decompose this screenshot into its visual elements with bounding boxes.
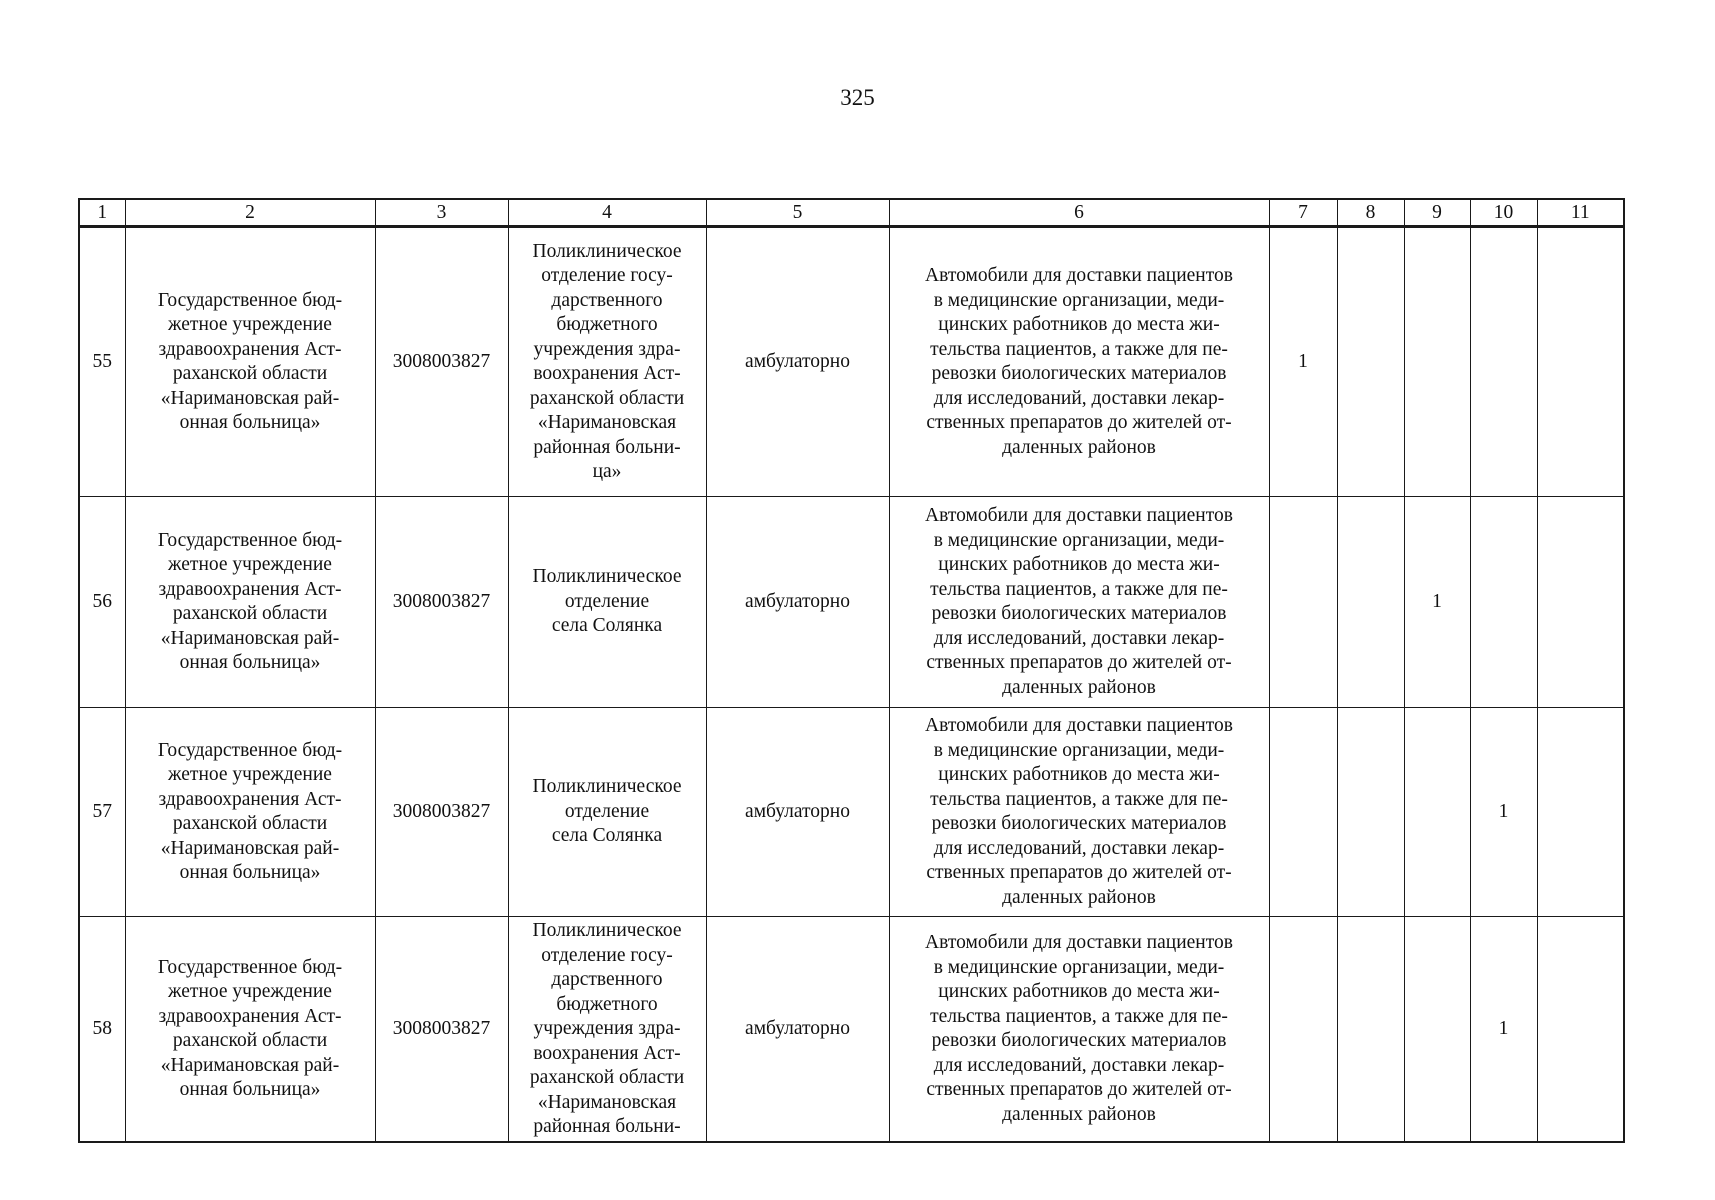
purpose-cell bbox=[889, 227, 1269, 497]
count-cell-10 bbox=[1470, 227, 1537, 497]
column-header: 5 bbox=[706, 199, 889, 227]
purpose-text: Автомобили для доставки пациентов в медицинские организации, меди- цинских работников до места жи- тельства пациентов, а также для пе- ревозки биологических материалов для исследований, доставки лекар- ственных препаратов до жителей от- даленных районов bbox=[925, 505, 1233, 698]
division-text: Поликлиническое отделение госу- дарственного бюджетного учреждения здра- воохранения Аст- раханской области «Наримановская районная больни- ца» bbox=[529, 240, 685, 482]
division-text: Поликлиническое отделение госу- дарственного бюджетного учреждения здра- воохранения Аст- раханской области «Наримановская районная больни- bbox=[529, 920, 685, 1137]
column-header: 9 bbox=[1404, 199, 1470, 227]
column-header: 7 bbox=[1269, 199, 1337, 227]
column-header: 6 bbox=[889, 199, 1269, 227]
mode-cell: амбулаторно bbox=[706, 917, 889, 1143]
division-cell bbox=[508, 227, 706, 497]
table-row bbox=[79, 708, 1624, 917]
organization-cell bbox=[125, 708, 375, 917]
row-number-cell: 57 bbox=[79, 708, 125, 917]
purpose-cell bbox=[889, 708, 1269, 917]
count-cell-8 bbox=[1337, 497, 1404, 708]
count-cell-7 bbox=[1269, 708, 1337, 917]
organization-text: Государственное бюд- жетное учреждение здравоохранения Аст- раханской области «Наримановская рай- онная больница» bbox=[157, 529, 343, 673]
count-cell-11 bbox=[1537, 917, 1624, 1143]
column-header: 4 bbox=[508, 199, 706, 227]
division-cell bbox=[508, 917, 706, 1143]
organization-cell bbox=[125, 917, 375, 1143]
mode-cell: амбулаторно bbox=[706, 708, 889, 917]
count-cell-10: 1 bbox=[1470, 708, 1537, 917]
count-cell-7 bbox=[1269, 497, 1337, 708]
inn-cell: 3008003827 bbox=[375, 708, 508, 917]
purpose-cell bbox=[889, 497, 1269, 708]
column-header: 11 bbox=[1537, 199, 1624, 227]
column-header: 2 bbox=[125, 199, 375, 227]
purpose-text: Автомобили для доставки пациентов в медицинские организации, меди- цинских работников до места жи- тельства пациентов, а также для пе- ревозки биологических материалов для исследований, доставки лекар- ственных препаратов до жителей от- даленных районов bbox=[925, 715, 1233, 908]
count-cell-10: 1 bbox=[1470, 917, 1537, 1143]
count-cell-8 bbox=[1337, 708, 1404, 917]
column-header: 10 bbox=[1470, 199, 1537, 227]
count-cell-9 bbox=[1404, 708, 1470, 917]
table-row bbox=[79, 227, 1624, 497]
column-header: 3 bbox=[375, 199, 508, 227]
purpose-text: Автомобили для доставки пациентов в медицинские организации, меди- цинских работников до места жи- тельства пациентов, а также для пе- ревозки биологических материалов для исследований, доставки лекар- ственных препаратов до жителей от- даленных районов bbox=[925, 932, 1233, 1125]
division-text: Поликлиническое отделение села Солянка bbox=[532, 776, 682, 847]
mode-cell: амбулаторно bbox=[706, 227, 889, 497]
count-cell-10 bbox=[1470, 497, 1537, 708]
division-cell bbox=[508, 497, 706, 708]
organization-cell bbox=[125, 497, 375, 708]
row-number-cell: 58 bbox=[79, 917, 125, 1143]
inn-cell: 3008003827 bbox=[375, 917, 508, 1143]
division-text: Поликлиническое отделение села Солянка bbox=[532, 566, 682, 637]
table-row bbox=[79, 917, 1624, 1143]
count-cell-9 bbox=[1404, 917, 1470, 1143]
mode-cell: амбулаторно bbox=[706, 497, 889, 708]
inn-cell: 3008003827 bbox=[375, 227, 508, 497]
purpose-text: Автомобили для доставки пациентов в медицинские организации, меди- цинских работников до места жи- тельства пациентов, а также для пе- ревозки биологических материалов для исследований, доставки лекар- ственных препаратов до жителей от- даленных районов bbox=[925, 265, 1233, 458]
column-header: 8 bbox=[1337, 199, 1404, 227]
data-table bbox=[78, 198, 1625, 1143]
row-number-cell: 56 bbox=[79, 497, 125, 708]
count-cell-7 bbox=[1269, 917, 1337, 1143]
count-cell-8 bbox=[1337, 917, 1404, 1143]
row-number-cell: 55 bbox=[79, 227, 125, 497]
count-cell-7: 1 bbox=[1269, 227, 1337, 497]
count-cell-11 bbox=[1537, 497, 1624, 708]
organization-text: Государственное бюд- жетное учреждение здравоохранения Аст- раханской области «Наримановская рай- онная больница» bbox=[157, 956, 343, 1100]
count-cell-8 bbox=[1337, 227, 1404, 497]
organization-cell bbox=[125, 227, 375, 497]
count-cell-9: 1 bbox=[1404, 497, 1470, 708]
count-cell-11 bbox=[1537, 227, 1624, 497]
table-header-row bbox=[79, 199, 1624, 227]
count-cell-9 bbox=[1404, 227, 1470, 497]
purpose-cell bbox=[889, 917, 1269, 1143]
organization-text: Государственное бюд- жетное учреждение здравоохранения Аст- раханской области «Наримановская рай- онная больница» bbox=[157, 289, 343, 433]
division-cell bbox=[508, 708, 706, 917]
page-number: 325 bbox=[840, 85, 875, 110]
inn-cell: 3008003827 bbox=[375, 497, 508, 708]
table-row bbox=[79, 497, 1624, 708]
column-header: 1 bbox=[79, 199, 125, 227]
organization-text: Государственное бюд- жетное учреждение здравоохранения Аст- раханской области «Наримановская рай- онная больница» bbox=[157, 739, 343, 883]
count-cell-11 bbox=[1537, 708, 1624, 917]
